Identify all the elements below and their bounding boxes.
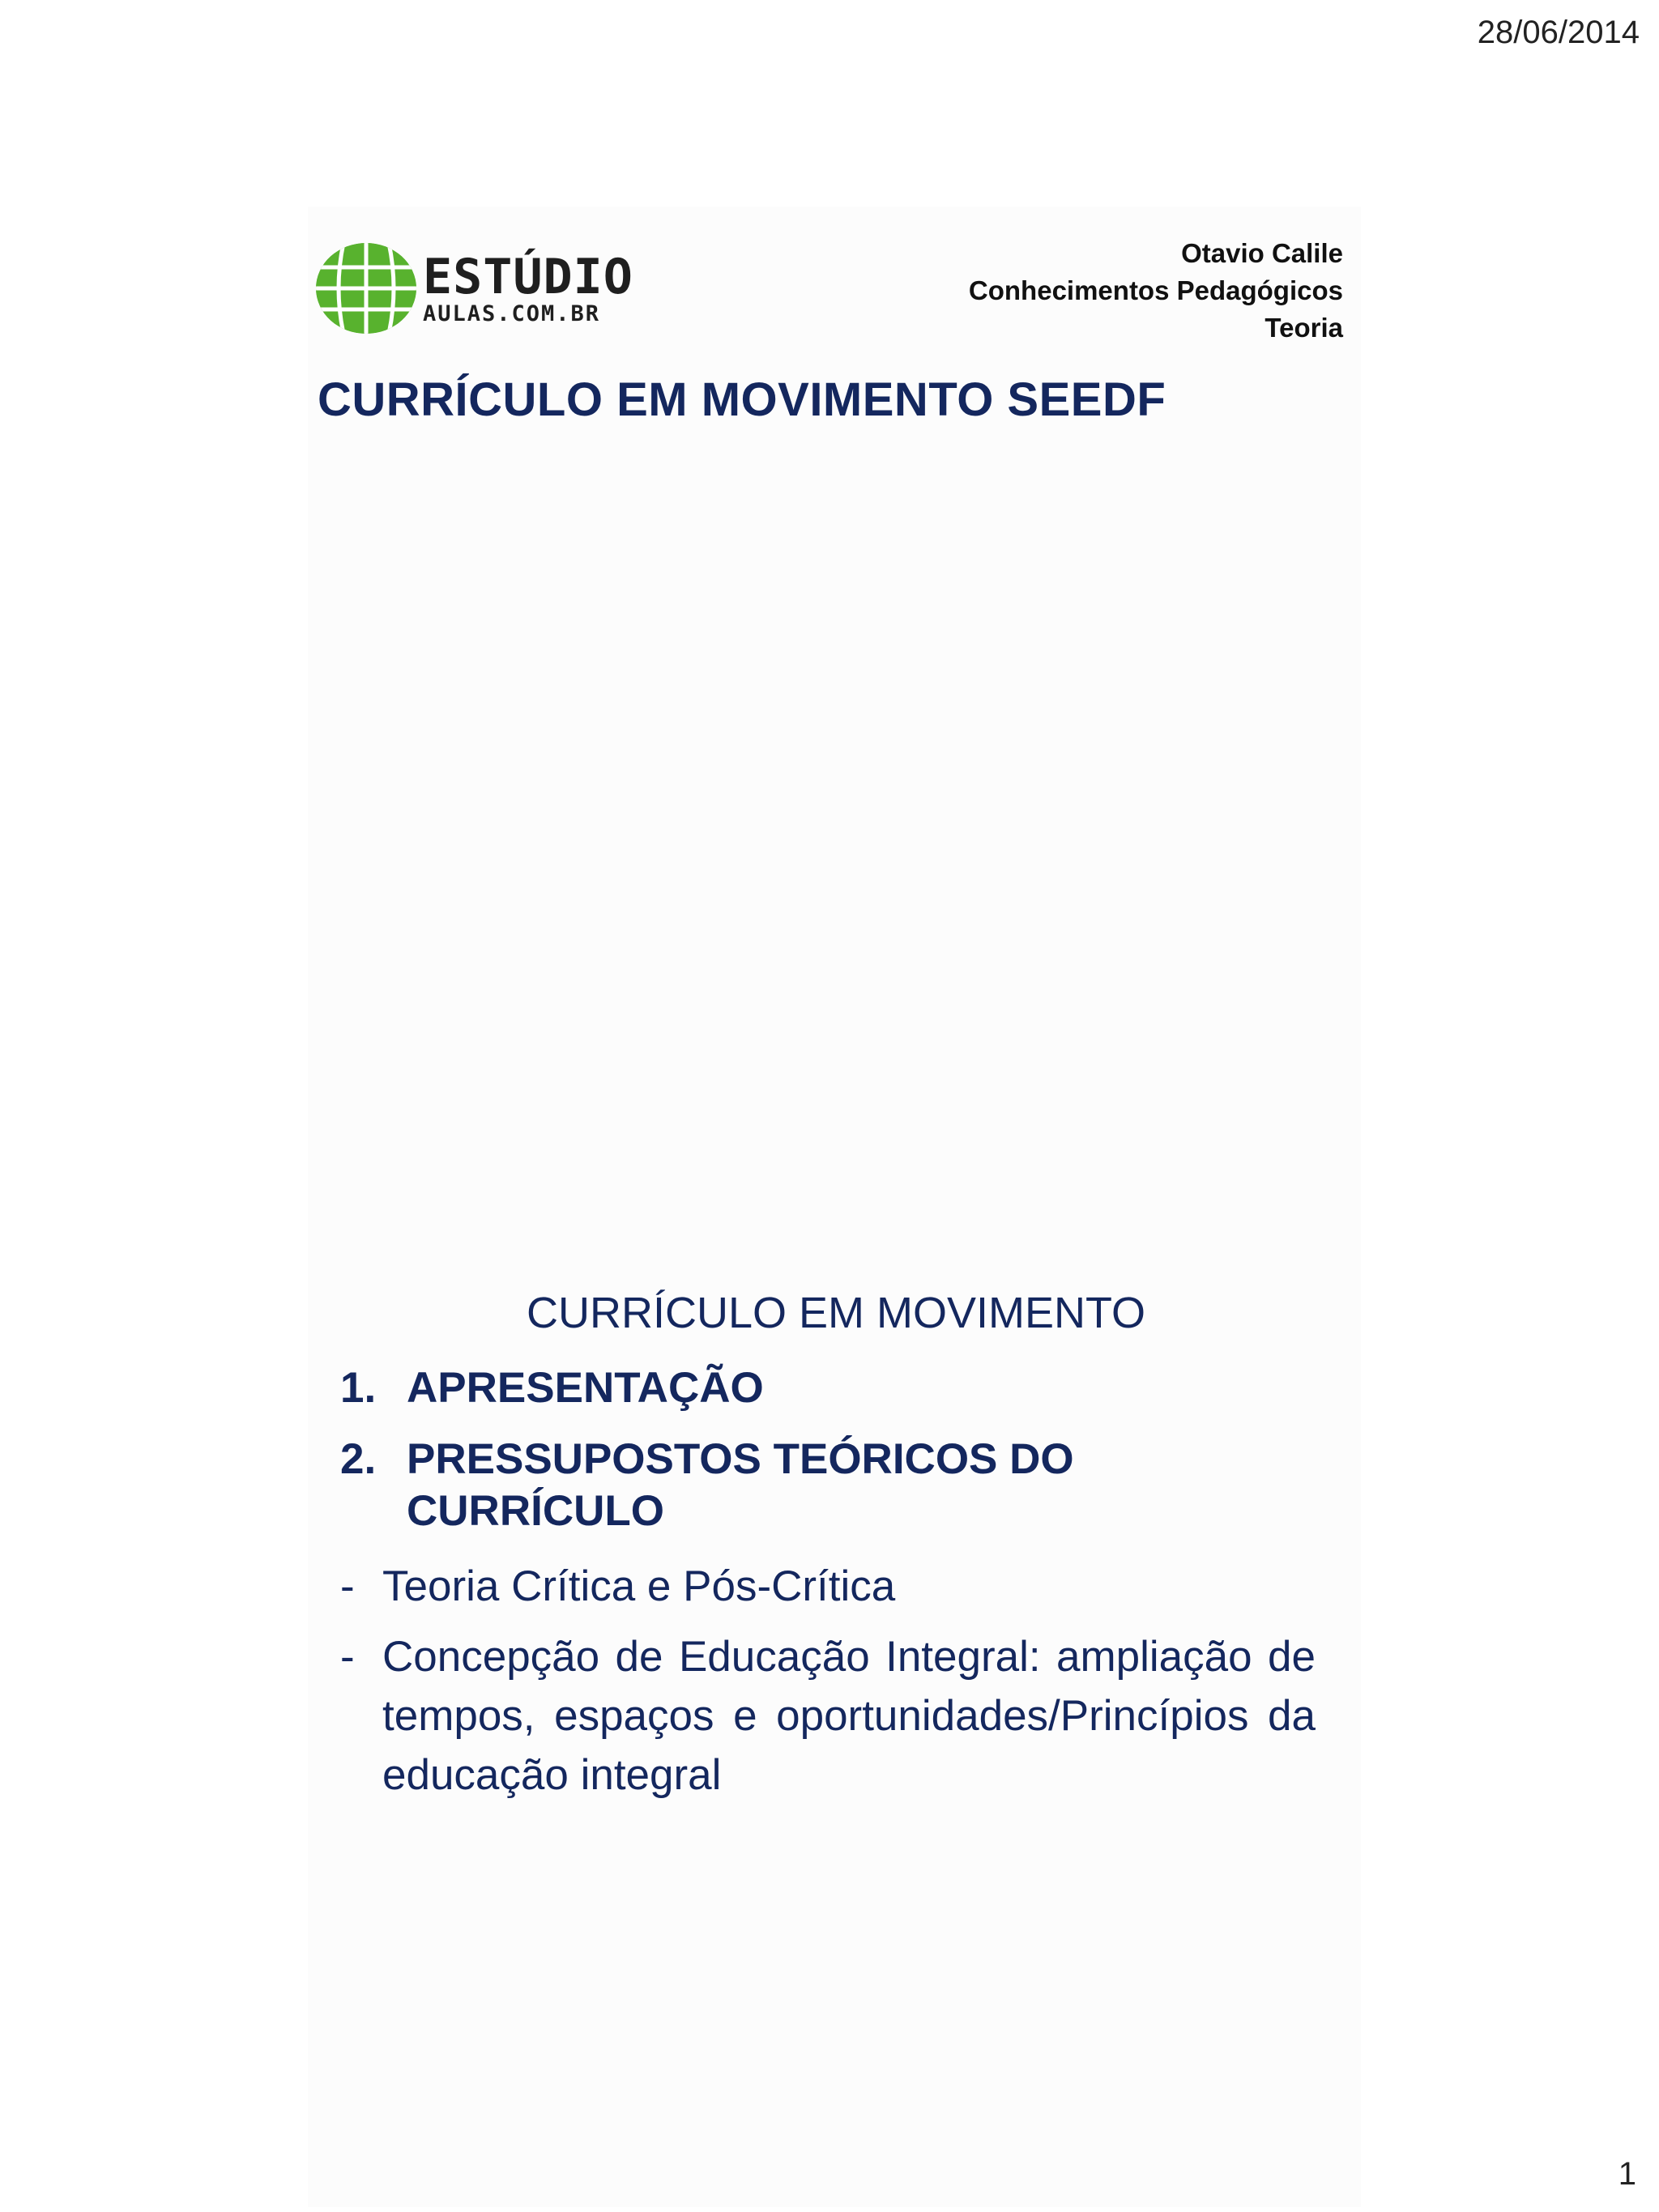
dash-text: Concepção de Educação Integral: ampliação de tempos, espaços e oportunidades/Princípios da educação integral [382, 1633, 1316, 1799]
item-text: APRESENTAÇÃO [407, 1364, 764, 1412]
item-text: PRESSUPOSTOS TEÓRICOS DO CURRÍCULO [407, 1435, 1074, 1535]
subject-name: Conhecimentos Pedagógicos [968, 275, 1343, 305]
dash-item [340, 1627, 1316, 1805]
numbered-item [340, 1434, 1316, 1537]
item-number: 2. [340, 1435, 377, 1483]
slide-panel [308, 207, 1361, 2207]
page-date: 28/06/2014 [1477, 15, 1640, 50]
slide-subtitle: CURRÍCULO EM MOVIMENTO [526, 1289, 1146, 1337]
author-block [969, 235, 1343, 347]
numbered-item [340, 1362, 1316, 1414]
slide-content [340, 1288, 1316, 1816]
dash-item [340, 1557, 1316, 1616]
logo-sub-text: AULAS.COM.BR [423, 300, 601, 326]
dash-text: Teoria Crítica e Pós-Crítica [382, 1562, 896, 1610]
page-number: 1 [1618, 2156, 1636, 2192]
slide-title: CURRÍCULO EM MOVIMENTO SEEDF [318, 373, 1166, 426]
content-type: Teoria [1265, 313, 1343, 343]
item-number: 1. [340, 1364, 377, 1412]
author-name: Otavio Calile [1181, 238, 1343, 268]
dash-marker: - [340, 1562, 355, 1610]
logo-main-text: ESTÚDIO [423, 248, 633, 305]
estudio-aulas-logo [316, 243, 633, 334]
globe-icon [316, 243, 416, 334]
dash-marker: - [340, 1633, 355, 1681]
